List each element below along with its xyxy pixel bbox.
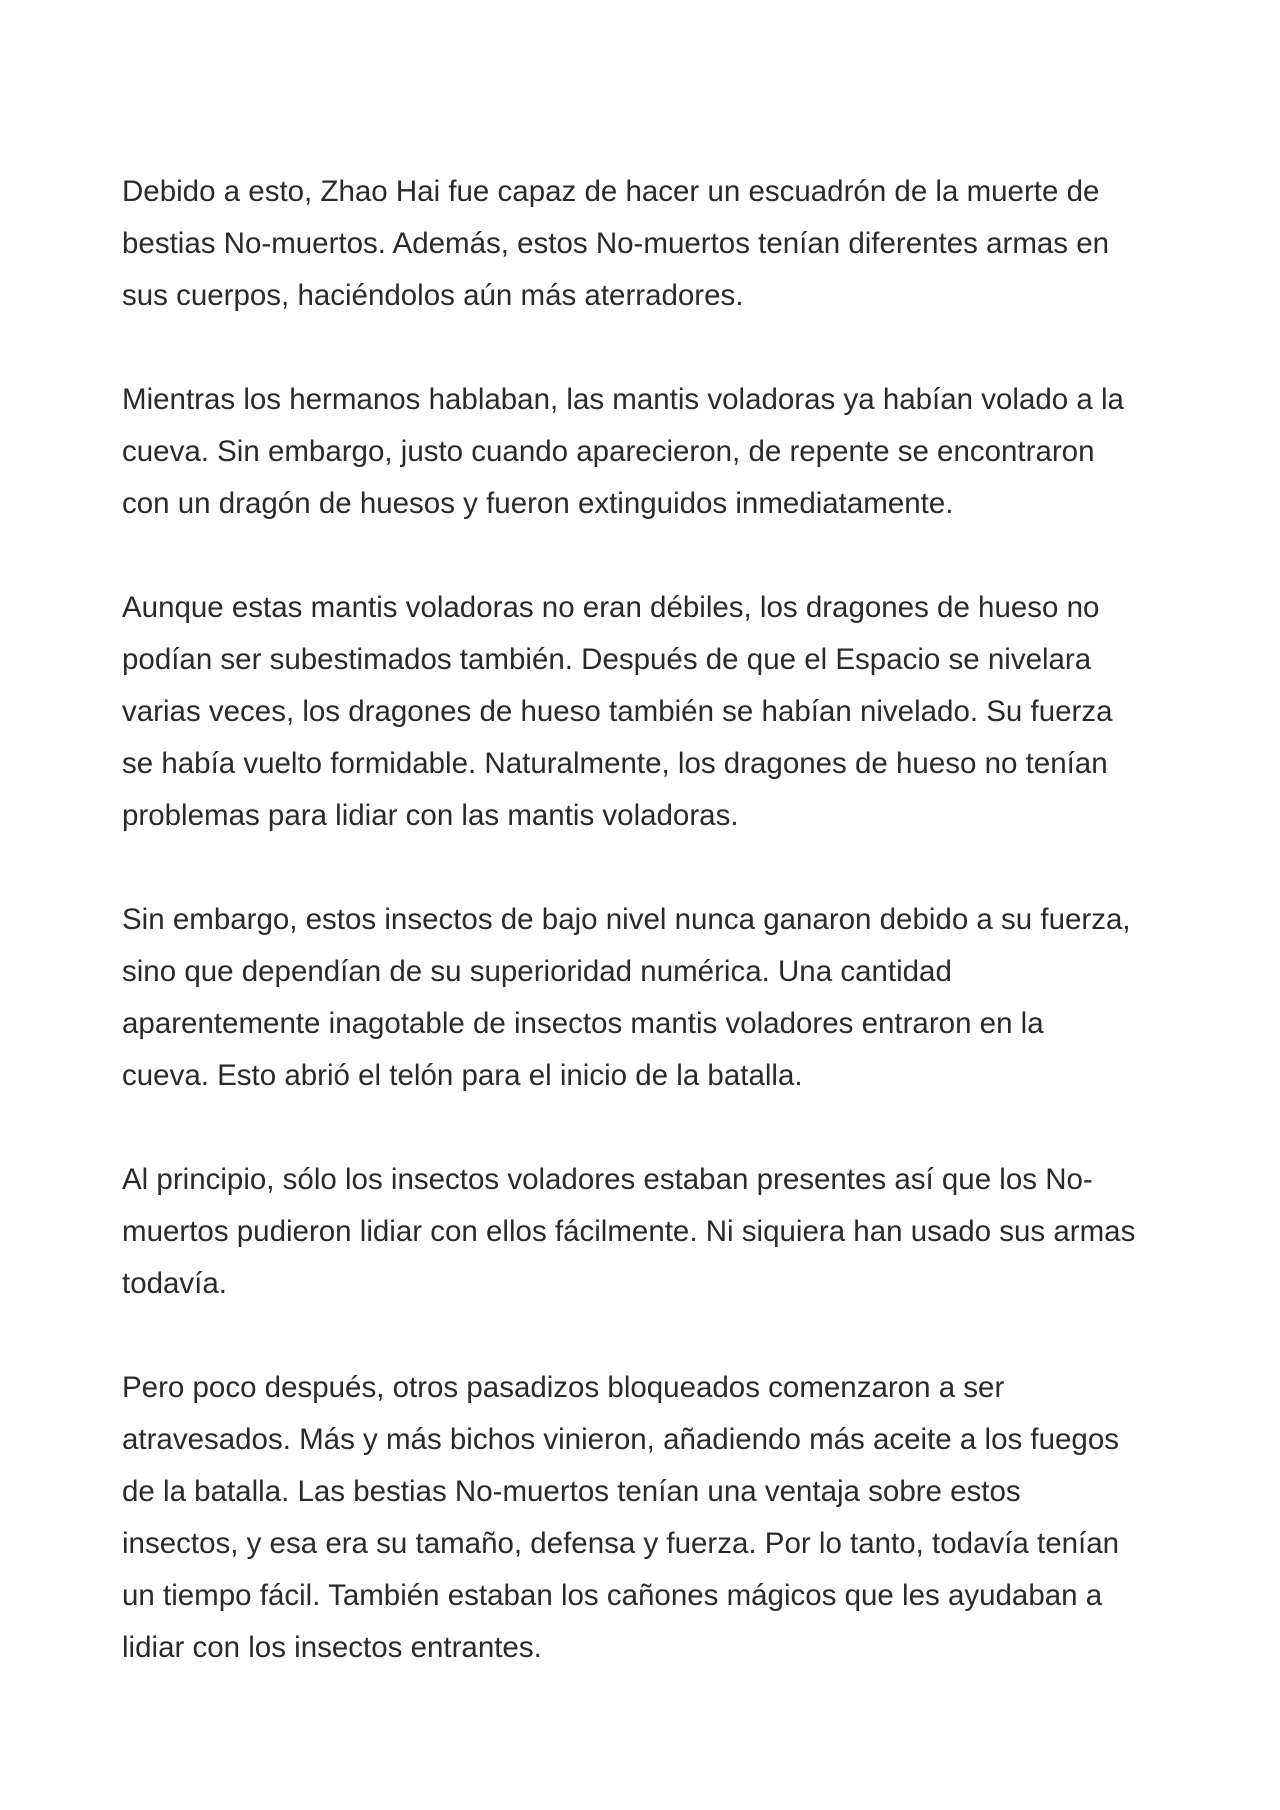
text-line: problemas para lidiar con las mantis voladoras.: [122, 799, 739, 832]
text-line: varias veces, los dragones de hueso también se habían nivelado. Su fuerza: [122, 695, 1113, 728]
text-line: aparentemente inagotable de insectos mantis voladores entraron en la: [122, 1007, 1044, 1040]
text-line: Al principio, sólo los insectos voladores estaban presentes así que los No-: [122, 1163, 1093, 1196]
text-line: todavía.: [122, 1267, 227, 1300]
text-line: Aunque estas mantis voladoras no eran débiles, los dragones de hueso no: [122, 591, 1100, 624]
paragraph: [122, 166, 1182, 322]
document-body: [122, 166, 1182, 1726]
text-line: muertos pudieron lidiar con ellos fácilmente. Ni siquiera han usado sus armas: [122, 1215, 1136, 1248]
text-line: se había vuelto formidable. Naturalmente, los dragones de hueso no tenían: [122, 747, 1108, 780]
text-line: de la batalla. Las bestias No-muertos tenían una ventaja sobre estos: [122, 1475, 1021, 1508]
text-line: con un dragón de huesos y fueron extinguidos inmediatamente.: [122, 487, 954, 520]
text-line: Mientras los hermanos hablaban, las mantis voladoras ya habían volado a la: [122, 383, 1124, 416]
text-line: un tiempo fácil. También estaban los cañones mágicos que les ayudaban a: [122, 1579, 1103, 1612]
paragraph: [122, 1154, 1182, 1310]
text-line: Sin embargo, estos insectos de bajo nivel nunca ganaron debido a su fuerza,: [122, 903, 1131, 936]
text-line: cueva. Esto abrió el telón para el inicio de la batalla.: [122, 1059, 803, 1092]
text-line: atravesados. Más y más bichos vinieron, añadiendo más aceite a los fuegos: [122, 1423, 1119, 1456]
paragraph: [122, 894, 1182, 1102]
paragraph: [122, 582, 1182, 842]
text-line: sino que dependían de su superioridad numérica. Una cantidad: [122, 955, 952, 988]
paragraph: [122, 1362, 1182, 1674]
text-line: cueva. Sin embargo, justo cuando aparecieron, de repente se encontraron: [122, 435, 1095, 468]
text-line: sus cuerpos, haciéndolos aún más aterradores.: [122, 279, 744, 312]
paragraph: [122, 374, 1182, 530]
text-line: Debido a esto, Zhao Hai fue capaz de hacer un escuadrón de la muerte de: [122, 175, 1100, 208]
text-line: bestias No-muertos. Además, estos No-muertos tenían diferentes armas en: [122, 227, 1110, 260]
text-line: Pero poco después, otros pasadizos bloqueados comenzaron a ser: [122, 1371, 1005, 1404]
text-line: podían ser subestimados también. Después de que el Espacio se nivelara: [122, 643, 1092, 676]
text-line: insectos, y esa era su tamaño, defensa y fuerza. Por lo tanto, todavía tenían: [122, 1527, 1120, 1560]
text-line: lidiar con los insectos entrantes.: [122, 1631, 542, 1664]
